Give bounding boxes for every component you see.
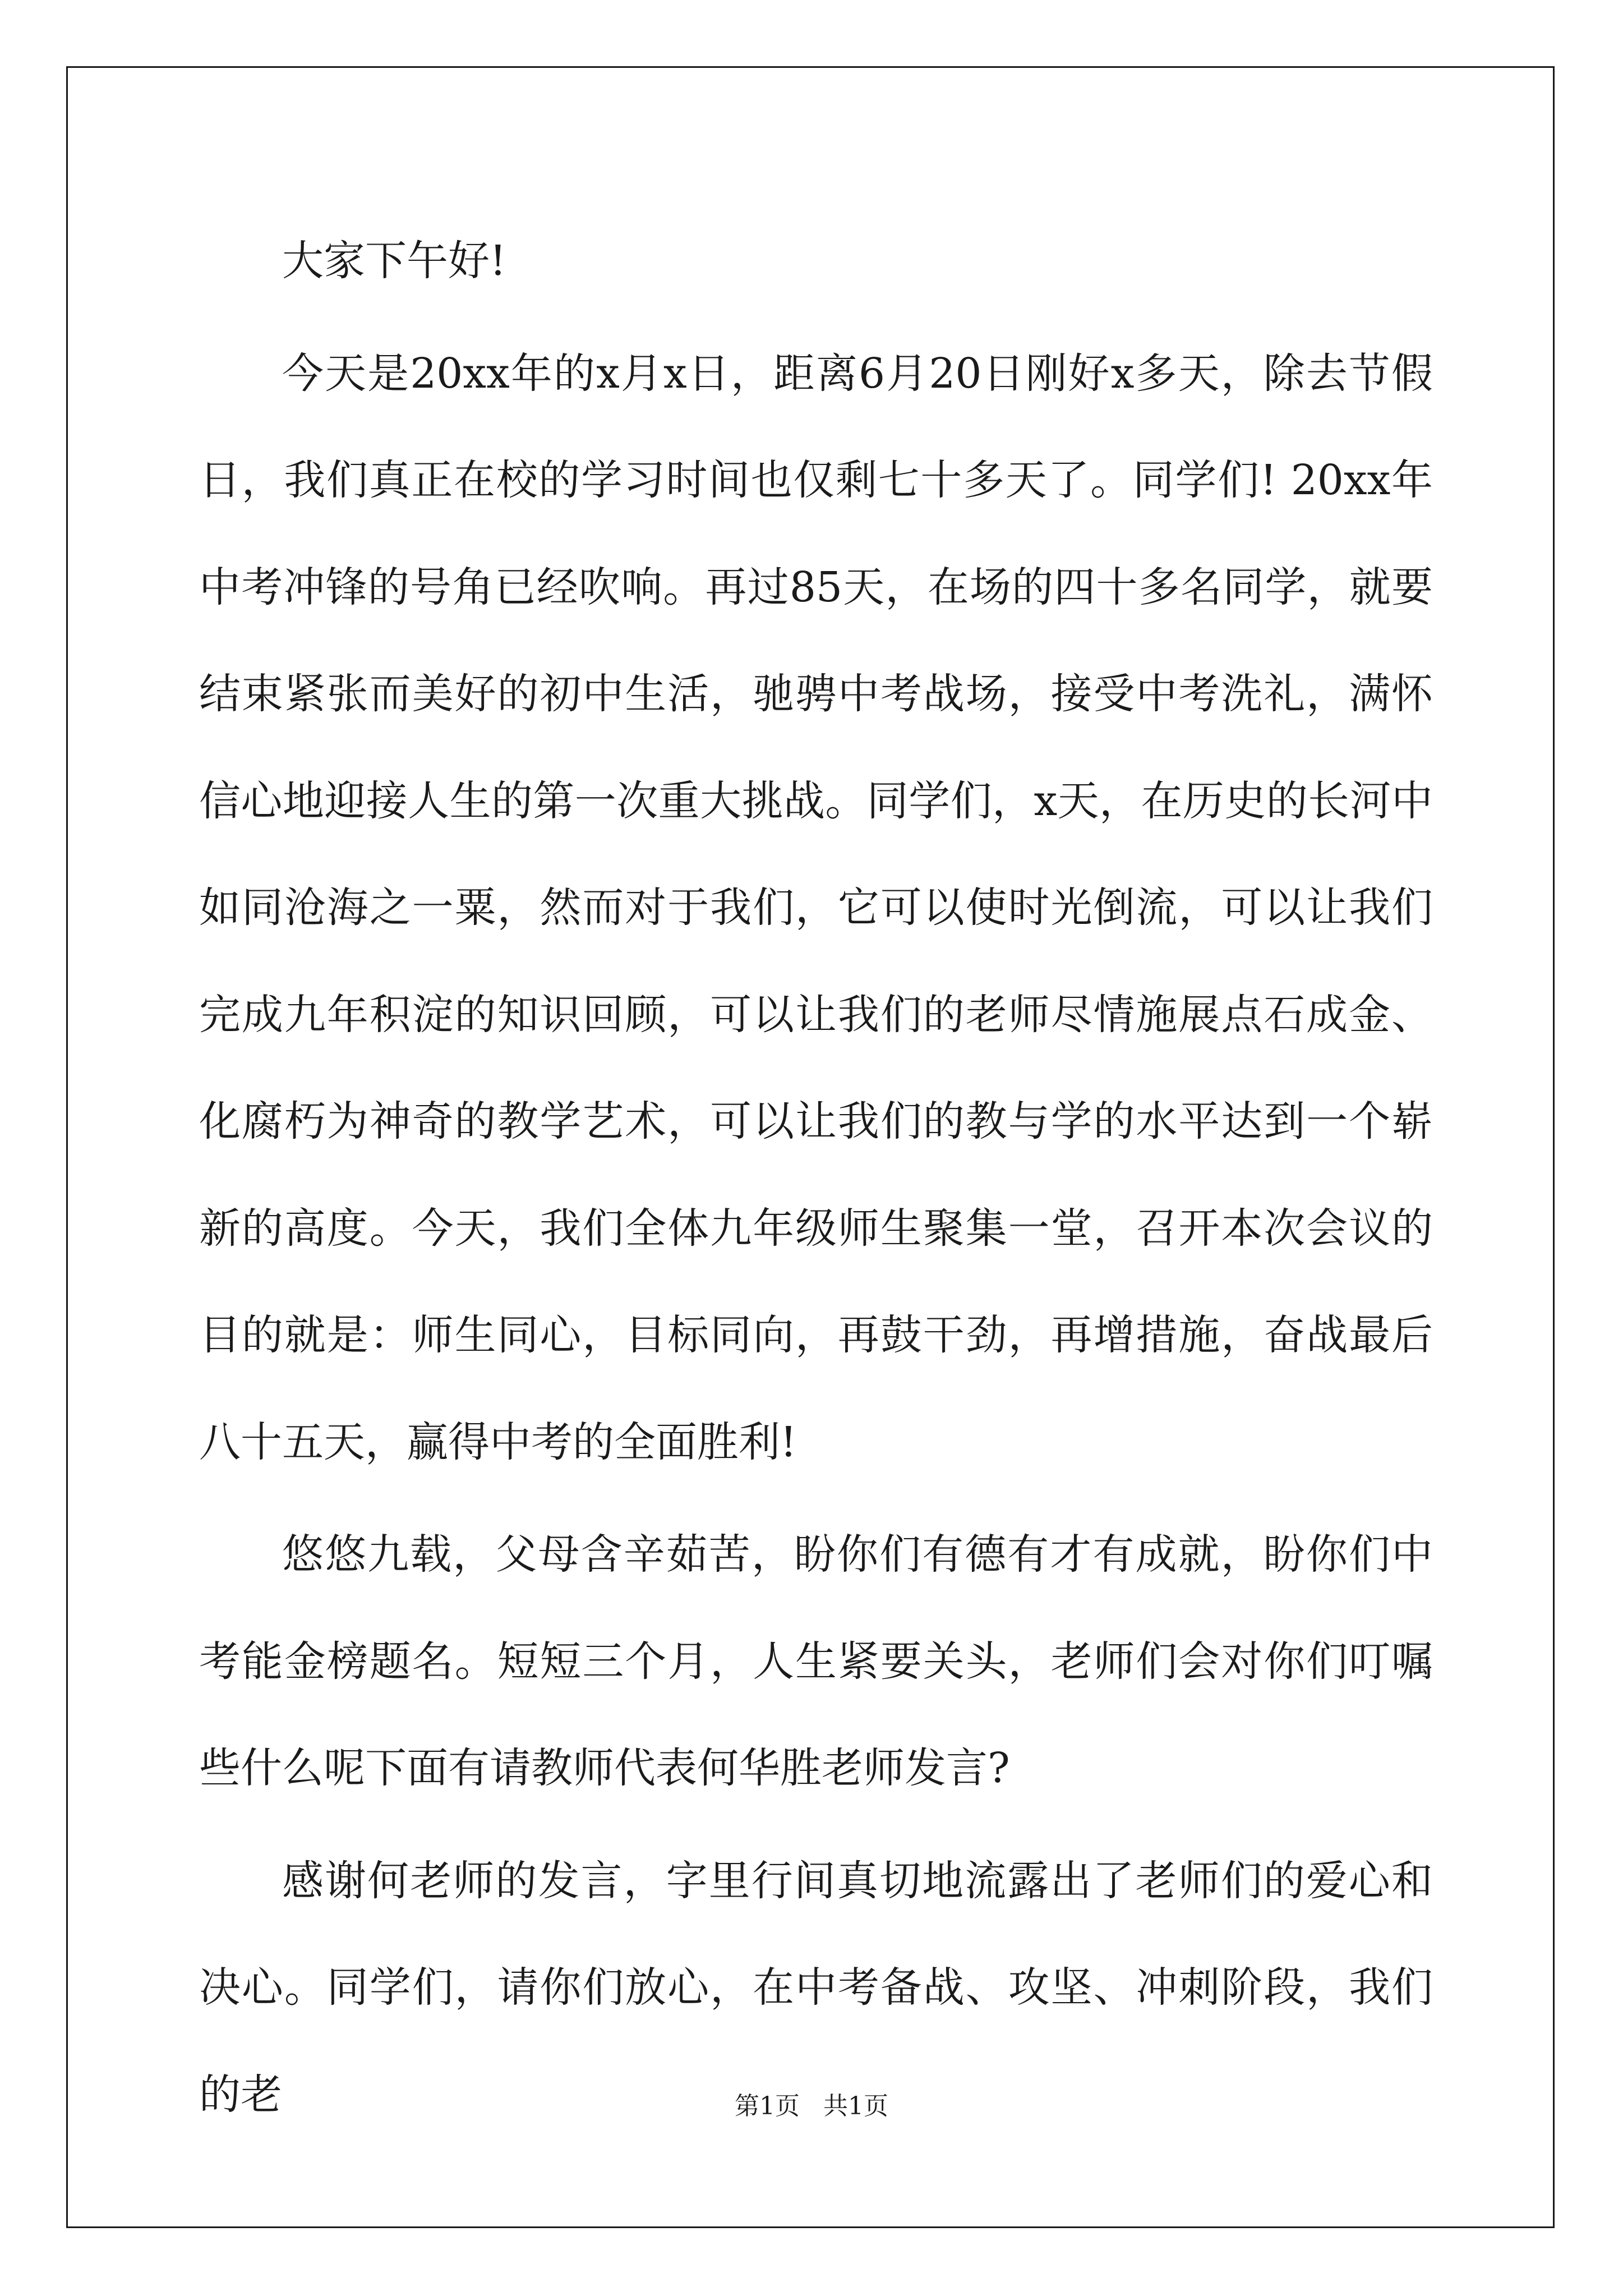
- paragraph-2: 悠悠九载，父母含辛茹苦，盼你们有德有才有成就，盼你们中考能金榜题名。短短三个月，人生紧要关头，老师们会对你们叮嘱些什么呢下面有请教师代表何华胜老师发言?: [199, 1530, 1433, 1792]
- paragraph-greeting: 大家下午好!: [282, 237, 506, 285]
- document-body: [199, 208, 1433, 2148]
- paragraph-3: 感谢何老师的发言，字里行间真切地流露出了老师们的爱心和决心。同学们，请你们放心，在中考备战、攻坚、冲刺阶段，我们的老: [199, 1856, 1433, 2119]
- page-footer: 第1页 共1页: [735, 2092, 888, 2120]
- paragraph-1: 今天是20xx年的x月x日，距离6月20日刚好x多天，除去节假日，我们真正在校的学习时间也仅剩七十多天了。同学们! 20xx年中考冲锋的号角已经吹响。再过85天，在场的四十多名同学，就要结束紧张而美好的初中生活，驰骋中考战场，接受中考洗礼，满怀信心地迎接人生的第一次重大挑战。同学们，x天，在历史的长河中如同沧海之一粟，然而对于我们，它可以使时光倒流，可以让我们完成九年积淀的知识回顾，可以让我们的老师尽情施展点石成金、化腐朽为神奇的教学艺术，可以让我们的教与学的水平达到一个崭新的高度。今天，我们全体九年级师生聚集一堂，召开本次会议的目的就是：师生同心，目标同向，再鼓干劲，再增措施，奋战最后八十五天，赢得中考的全面胜利!: [199, 349, 1433, 1466]
